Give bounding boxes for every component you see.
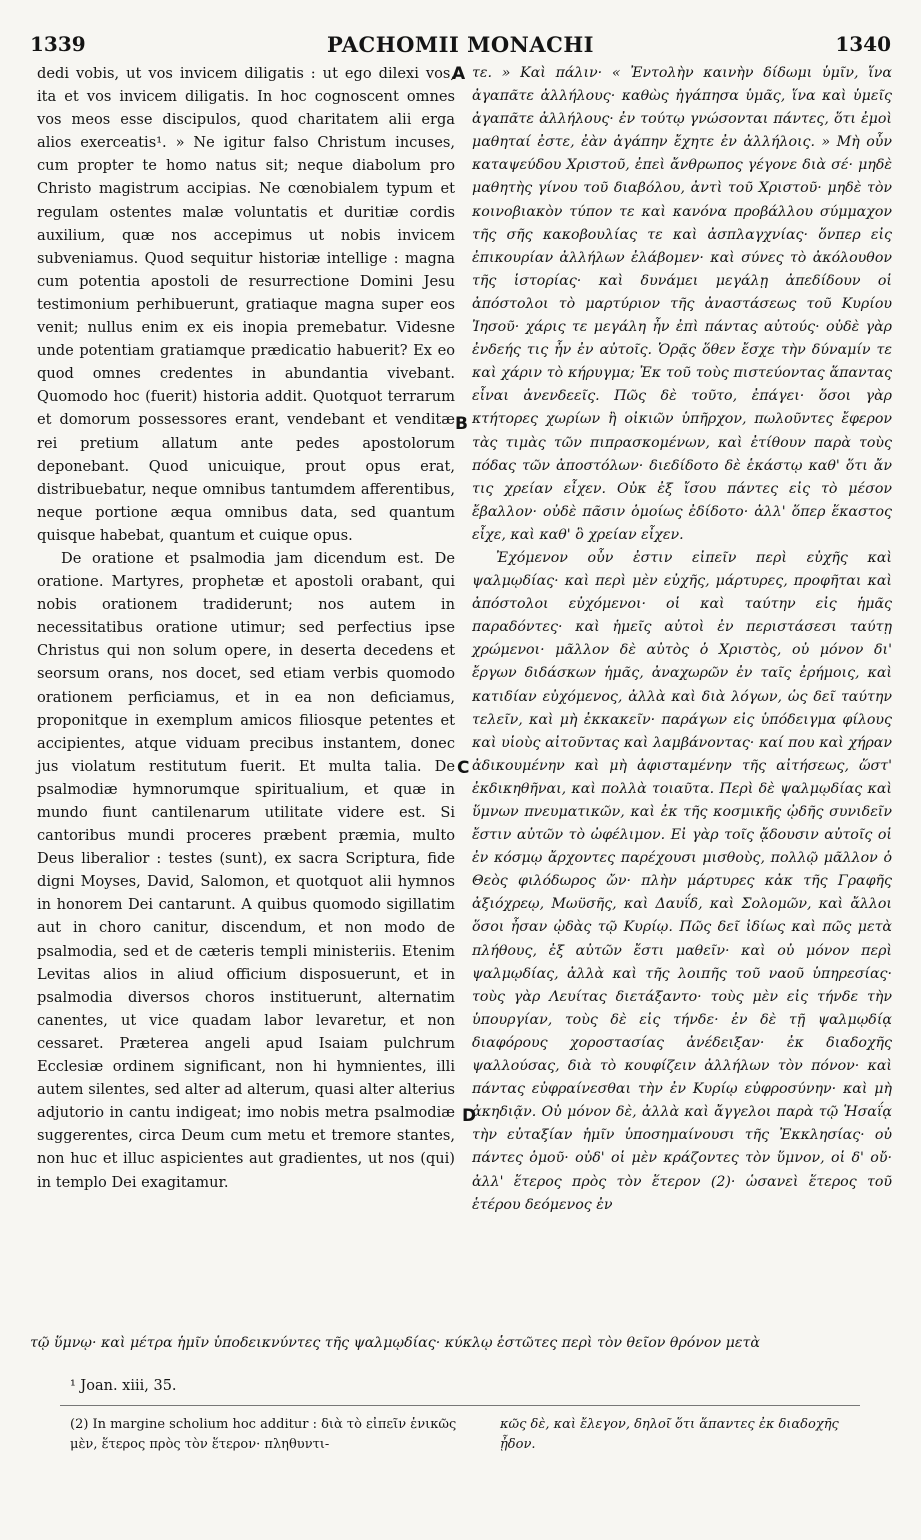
page-number-right: 1340 (835, 32, 891, 56)
greek-column (472, 62, 892, 1217)
page-number-left: 1339 (30, 32, 86, 56)
footnote-1: ¹ Joan. xiii, 35. (70, 1378, 177, 1394)
margin-mark-b: B (455, 414, 468, 434)
footnote-2-left: (2) In margine scholium hoc additur : διὰ τὸ εἰπεῖν ἑνικῶς μὲν, ἕτερος πρὸς τὸν ἕτερον· πληθυντι- (70, 1417, 457, 1452)
greek-continuation-line: τῷ ὕμνῳ· καὶ μέτρα ἡμῖν ὑποδεικνύντες τῆς ψαλμῳδίας· κύκλῳ ἑστῶτες περὶ τὸν θεῖον θρόνον μετὰ (30, 1335, 760, 1351)
latin-paragraph: De oratione et psalmodia jam dicendum est. De oratione. Martyres, prophetæ et apostoli orabant, qui nobis orationem tradiderunt; nos autem in necessitatibus oratione utimur; sed perfectius ipse Christus qui non solum opere, in deserta decedens et seorsum orans, nos docet, sed etiam verbis quomodo orationem perficiamus, et in ea non deficiamus, proponitque in exemplum amicos filiosque petentes et accipientes, atque viduam precibus instantem, donec jus violatum restitutum fuerit. Et multa talia. De psalmodiæ hymnorumque spiritualium, et quæ in mundo fiunt cantilenarum utilitate videre est. Si cantoribus mundi proceres præbent præmia, multo Deus liberalior : testes (sunt), ex sacra Scriptura, fide digni Moyses, David, Salomon, et quotquot alii hymnos in honorem Dei cantarunt. A quibus quomodo sigillatim aut in choro canitur, discendum, et non modo de psalmodia, sed et de cæteris templi ministeriis. Etenim Levitas alios in aliud officium disposuerunt, et in psalmodia diversos choros instituerunt, alternatim canentes, ut vice quadam labor levaretur, et non cessaret. Præterea angeli apud Isaiam pulchrum Ecclesiæ ordinem significant, non hi hymnientes, illi autem silentes, sed alter ad alterum, quasi alter alterius adjutorio in cantu indigeat; imo nobis metra psalmodiæ suggerentes, circa Deum cum metu et tremore stantes, non huc et illuc aspicientes aut gradientes, ut nos (qui) in templo Dei exagitamur. (37, 549, 455, 1191)
latin-column (37, 62, 455, 1194)
greek-paragraph: Ἐχόμενον οὖν ἐστιν εἰπεῖν περὶ εὐχῆς καὶ ψαλμῳδίας· καὶ περὶ μὲν εὐχῆς, μάρτυρες, προφῆται καὶ ἀπόστολοι εὐχόμενοι· οἱ καὶ ταύτην εἰς ἡμᾶς παραδόντες· καὶ ἡμεῖς αὐτοὶ ἐν περιστάσεσι ταύτῃ χρώμενοι· μᾶλλον δὲ αὐτὸς ὁ Χριστὸς, οὐ μόνον δι' ἔργων διδάσκων ἡμᾶς, ἀναχωρῶν ἐν ταῖς ἐρήμοις, καὶ κατιδίαν εὐχόμενος, ἀλλὰ καὶ διὰ λόγων, ὡς δεῖ ταύτην τελεῖν, καὶ μὴ ἐκκακεῖν· παράγων εἰς ὑπόδειγμα φίλους καὶ υἱοὺς αἰτοῦντας καὶ λαμβάνοντας· καί που καὶ χήραν ἀδικουμένην καὶ μὴ ἀφισταμένην τῆς αἰτήσεως, ὥστ' ἐκδικηθῆναι, καὶ πολλὰ τοιαῦτα. Περὶ δὲ ψαλμῳδίας καὶ ὕμνων πνευματικῶν, καὶ ἐκ τῆς κοσμικῆς ᾠδῆς συνιδεῖν ἔστιν αὐτῶν τὸ ὠφέλιμον. Εἰ γὰρ τοῖς ᾄδουσιν αὐτοῖς οἱ ἐν κόσμῳ ἄρχοντες παρέχουσι μισθοὺς, πολλῷ μᾶλλον ὁ Θεὸς φιλόδωρος ὤν· πλὴν μάρτυρες κἀκ τῆς Γραφῆς ἀξιόχρεῳ, Μωϋσῆς, καὶ Δαυΐδ, καὶ Σολομῶν, καὶ ἄλλοι ὅσοι ἦσαν ᾠδὰς τῷ Κυρίῳ. Πῶς δεῖ ἰδίως καὶ πῶς μετὰ πλήθους, ἐξ αὐτῶν ἔστι μαθεῖν· καὶ οὐ μόνον περὶ ψαλμῳδίας, ἀλλὰ καὶ τῆς λοιπῆς τοῦ ναοῦ ὑπηρεσίας· τοὺς γὰρ Λευίτας διετάξαντο· τοὺς μὲν εἰς τήνδε τὴν ὑπουργίαν, τοὺς δὲ εἰς τήνδε· ἐν δὲ τῇ ψαλμῳδίᾳ διαφόρους χοροστασίας ἀνέδειξαν· ἐκ διαδοχῆς ψαλλούσας, διὰ τὸ κουφίζειν ἀλλήλων τὸν πόνον· καὶ πάντας εὐφραίνεσθαι τὴν ἐν Κυρίῳ εὐφροσύνην· καὶ μὴ ἀκηδιᾷν. Οὐ μόνον δὲ, ἀλλὰ καὶ ἄγγελοι παρὰ τῷ Ἡσαΐᾳ τὴν εὐταξίαν ἡμῖν ὑποσημαίνουσι τῆς Ἐκκλησίας· οὐ πάντες ὁμοῦ· οὐδ' οἱ μὲν κράζοντες τὸν ὕμνον, οἱ δ' οὔ· ἀλλ' ἕτερος πρὸς τὸν ἕτερον (2)· ὡσανεὶ ἕτερος τοῦ ἑτέρου δεόμενος ἐν (472, 549, 892, 1213)
running-header (30, 32, 891, 62)
running-title: PACHOMII MONACHI (326, 32, 594, 57)
footnote-2-right: κῶς δὲ, καὶ ἔλεγον, δηλοῖ ὅτι ἅπαντες ἐκ διαδοχῆς ᾖδον. (500, 1417, 839, 1452)
margin-mark-c: C (457, 758, 470, 778)
margin-mark-a: A (452, 64, 466, 84)
margin-mark-d: D (462, 1106, 477, 1126)
greek-paragraph: τε. » Καὶ πάλιν· « Ἐντολὴν καινὴν δίδωμι ὑμῖν, ἵνα ἀγαπᾶτε ἀλλήλους· καθὼς ἠγάπησα ὑμᾶς, ἵνα καὶ ὑμεῖς ἀγαπᾶτε ἀλλήλους· ἐν τούτῳ γνώσονται πάντες, ὅτι ἐμοὶ μαθηταί ἐστε, ἐὰν ἀγάπην ἔχητε ἐν ἀλλήλοις. » Μὴ οὖν καταψεύδου Χριστοῦ, ἐπεὶ ἄνθρωπος γέγονε διὰ σέ· μηδὲ μαθητὴς γίνου τοῦ διαβόλου, ἀντὶ τοῦ Χριστοῦ· μηδὲ τὸν κοινοβιακὸν τύπον τε καὶ κανόνα προβάλλου σύμμαχον τῆς σῆς κακοβουλίας τε καὶ ἀσπλαγχνίας· ὅνπερ εἰς ἐπικουρίαν ἀλλήλων ἐλάβομεν· καὶ σύνες τὸ ἀκόλουθον τῆς ἱστορίας· καὶ δυνάμει μεγάλῃ ἀπεδίδουν οἱ ἀπόστολοι τὸ μαρτύριον τῆς ἀναστάσεως τοῦ Κυρίου Ἰησοῦ· χάρις τε μεγάλη ἦν ἐπὶ πάντας αὐτούς· οὐδὲ γὰρ ἐνδεής τις ἦν ἐν αὐτοῖς. Ὁρᾷς ὅθεν ἔσχε τὴν δύναμίν τε καὶ χάριν τὸ κήρυγμα; Ἐκ τοῦ τοὺς πιστεύοντας ἅπαντας εἶναι ἀνενδεεῖς. Πῶς δὲ τοῦτο, ἐπάγει· ὅσοι γὰρ κτήτορες χωρίων ἢ οἰκιῶν ὑπῆρχον, πωλοῦντες ἔφερον τὰς τιμὰς τῶν πιπρασκομένων, καὶ ἐτίθουν παρὰ τοὺς πόδας τῶν ἀποστόλων· διεδίδοτο δὲ ἑκάστῳ καθ' ὅτι ἄν τις χρείαν εἶχεν. Οὐκ ἐξ ἴσου πάντες εἰς τὸ μέσον ἔβαλλον· οὐδὲ πᾶσιν ὁμοίως ἐδίδοτο· ἀλλ' ὅπερ ἕκαστος εἶχε, καὶ καθ' ὃ χρείαν εἶχεν. (472, 65, 892, 543)
footnote-divider (60, 1405, 860, 1406)
latin-paragraph: dedi vobis, ut vos invicem diligatis : ut ego dilexi vos, ita et vos invicem diligatis. In hoc cognoscent omnes vos meos esse discipulos, quod charitatem alii erga alios exerceatis¹. » Ne igitur falso Christum incuses, cum propter te homo natus sit; neque diabolum pro Christo magistrum accipias. Ne cœnobialem typum et regulam ostentes malæ voluntatis et duritiæ cordis auxilium, quæ nos accepimus ut nobis invicem subveniamus. Quod sequitur historiæ intellige : magna cum potentia apostoli de resurrectione Domini Jesu testimonium perhibuerunt, gratiaque magna super eos venit; nullus enim ex eis inopia premebatur. Videsne unde potentiam gratiamque prædicatio habuerit? Ex eo quod omnes credentes in abundantia vivebant. Quomodo hoc (fuerit) historia addit. Quotquot terrarum et domorum possessores erant, vendebant et venditæ rei pretium allatum ante pedes apostolorum deponebant. Quod unicuique, prout opus erat, distribuebatur, neque omnibus tantumdem afferentibus, neque portione æqua omnibus data, sed quantum quisque habebat, quantum et cuique opus. (37, 65, 455, 544)
